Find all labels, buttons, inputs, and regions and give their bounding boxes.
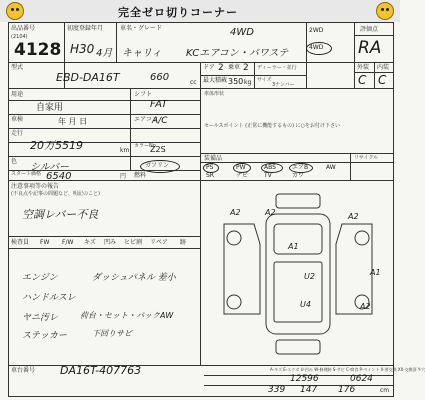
grade-value: KCエアコン・パワステ <box>186 48 289 59</box>
equip-leather: カワ <box>292 172 305 179</box>
note-1-left: エンジン <box>22 273 58 283</box>
damage-label: U2 <box>304 272 315 281</box>
bodytype-label: 車体形状 <box>204 91 225 97</box>
purpose-label: 用途 <box>11 91 24 98</box>
caution-hint: (不良点や記事の問題など、明記のこと) <box>11 191 100 197</box>
lot-sub: (2104) <box>11 34 28 40</box>
footer-dim-1: 12596 <box>290 374 319 384</box>
size-length: 339 <box>268 385 286 395</box>
door-label: ドア <box>203 64 215 71</box>
note-4-right: 下回りサビ <box>92 329 132 338</box>
lot-label: 出品番号 <box>11 25 36 32</box>
cc-value: 660 <box>150 72 170 83</box>
car-label: 車名・グレード <box>120 25 163 32</box>
eval-label: 評価点 <box>360 26 379 33</box>
equip-ps: PS <box>206 164 214 171</box>
note-3-right: 荷台・セット・バックAW <box>80 311 174 320</box>
mascot-icon <box>6 2 24 20</box>
year-value: H30 <box>70 42 95 56</box>
damage-label: A1 <box>370 268 381 277</box>
model-value: EBD-DA16T <box>56 71 120 84</box>
insp-crack: ヒビ割 <box>124 239 143 246</box>
insp-dent: 凹み <box>104 239 117 246</box>
mileage-unit: km <box>120 147 130 154</box>
ext-label: 外装 <box>357 64 370 71</box>
inspection-label: 車検 <box>11 116 24 123</box>
equip-pw: PW <box>236 164 246 171</box>
insp-repair: リペア <box>150 239 168 246</box>
damage-label: A2 <box>348 212 359 221</box>
price-unit: 円 <box>120 173 127 180</box>
footer-dim-2: 0624 <box>350 374 373 384</box>
color-value: シルバー <box>30 162 70 173</box>
caution-value: 空調レバー不良 <box>22 208 99 221</box>
reg-label: 初度登録年月 <box>67 25 104 32</box>
page-title: 完全ゼロ切りコーナー <box>118 6 238 19</box>
inspection-value: 年 月 日 <box>58 117 88 126</box>
aircon-value: A/C <box>152 116 168 126</box>
int-value: C <box>378 73 387 87</box>
damage-label: A2 <box>360 302 371 311</box>
drive-circle <box>306 42 332 55</box>
size-value: 3ナンバー <box>272 82 295 88</box>
caution-label: 注意事項等の報告 <box>11 183 60 190</box>
dealer-label: ディーラー・並行 <box>257 65 297 71</box>
color-no-value: Z2S <box>150 145 166 154</box>
equip-sr: SR <box>206 172 214 179</box>
equip-tv: TV <box>264 172 272 179</box>
ext-value: C <box>358 73 367 87</box>
note-3-left: ヤニ汚レ <box>22 313 59 323</box>
insp-scratch: キズ <box>84 239 96 246</box>
note-4-left: ステッカー <box>22 331 67 341</box>
note-2-left: ハンドルスレ <box>22 293 76 303</box>
size-width: 147 <box>300 385 318 395</box>
recycle-label: リサイクル <box>354 155 379 161</box>
seat-label: 乗車 <box>228 64 241 71</box>
load-unit: kg <box>244 79 252 86</box>
insp-trace: 跡 <box>180 239 187 246</box>
sales-point-label: セールスポイント (正常に機能するもの) に○をお付け下さい <box>204 123 340 129</box>
equip-abs: ABS <box>264 164 276 171</box>
chassis-label: 車台番号 <box>11 367 36 374</box>
load-value: 350 <box>228 77 244 86</box>
car-name-value: キャリィ <box>122 48 162 59</box>
mileage-label: 走行 <box>11 130 24 137</box>
drive-value: 4WD <box>230 27 254 38</box>
equip-airbag: エアB <box>292 164 309 171</box>
equipment-label: 装備品 <box>204 155 223 162</box>
damage-label: U4 <box>300 300 311 309</box>
month-value: 4月 <box>96 48 113 59</box>
mascot-icon <box>376 2 394 20</box>
shift-value: FAT <box>150 99 168 110</box>
size-label: サイズ <box>257 77 272 83</box>
insp-fw: FW <box>40 239 50 246</box>
load-label: 最大積載 <box>203 77 228 84</box>
lot-number: 4128 <box>14 40 62 60</box>
purpose-value: 自家用 <box>36 103 64 113</box>
inspector-label: 検査員 <box>11 239 30 246</box>
size-unit: cm <box>380 387 390 394</box>
size-height: 176 <box>338 385 356 395</box>
door-value: 2 <box>218 63 224 73</box>
shift-label: シフト <box>134 91 153 98</box>
seat-value: 2 <box>243 63 249 73</box>
eval-value: RA <box>358 38 382 58</box>
equip-navi: ナビ <box>236 172 249 179</box>
price-value: 6540 <box>46 171 72 182</box>
insp-fw2: F/W <box>62 239 74 246</box>
color-no-label: カラーNo. <box>134 143 158 149</box>
damage-label: A2 <box>230 208 241 217</box>
drive-option-4wd: 4WD <box>309 44 324 51</box>
model-label: 型式 <box>11 64 24 71</box>
damage-label: A1 <box>288 242 299 251</box>
damage-label: A2 <box>265 208 276 217</box>
drive-option-2wd: 2WD <box>309 27 324 34</box>
int-label: 内装 <box>377 64 390 71</box>
footer-keys: A-キズ E-エクボ U-凹み W-修理跡 S-サビ C-腐食 P-ペイント X-要交換 XX-交換済 Y-穴 <box>270 367 425 372</box>
cc-unit: cc <box>190 79 197 86</box>
fuel-label: 燃料 <box>134 172 147 179</box>
aircon-label: エアコン <box>134 116 158 123</box>
equip-aw: AW <box>326 164 336 171</box>
price-label: スタート価格 <box>11 171 42 177</box>
color-label: 色 <box>11 158 18 165</box>
note-1-right: ダッシュパネル 差小 <box>92 273 176 283</box>
chassis-value: DA16T-407763 <box>60 364 142 377</box>
fuel-value: ガソリン <box>145 162 170 169</box>
mileage-value: 20万5519 <box>30 139 83 152</box>
